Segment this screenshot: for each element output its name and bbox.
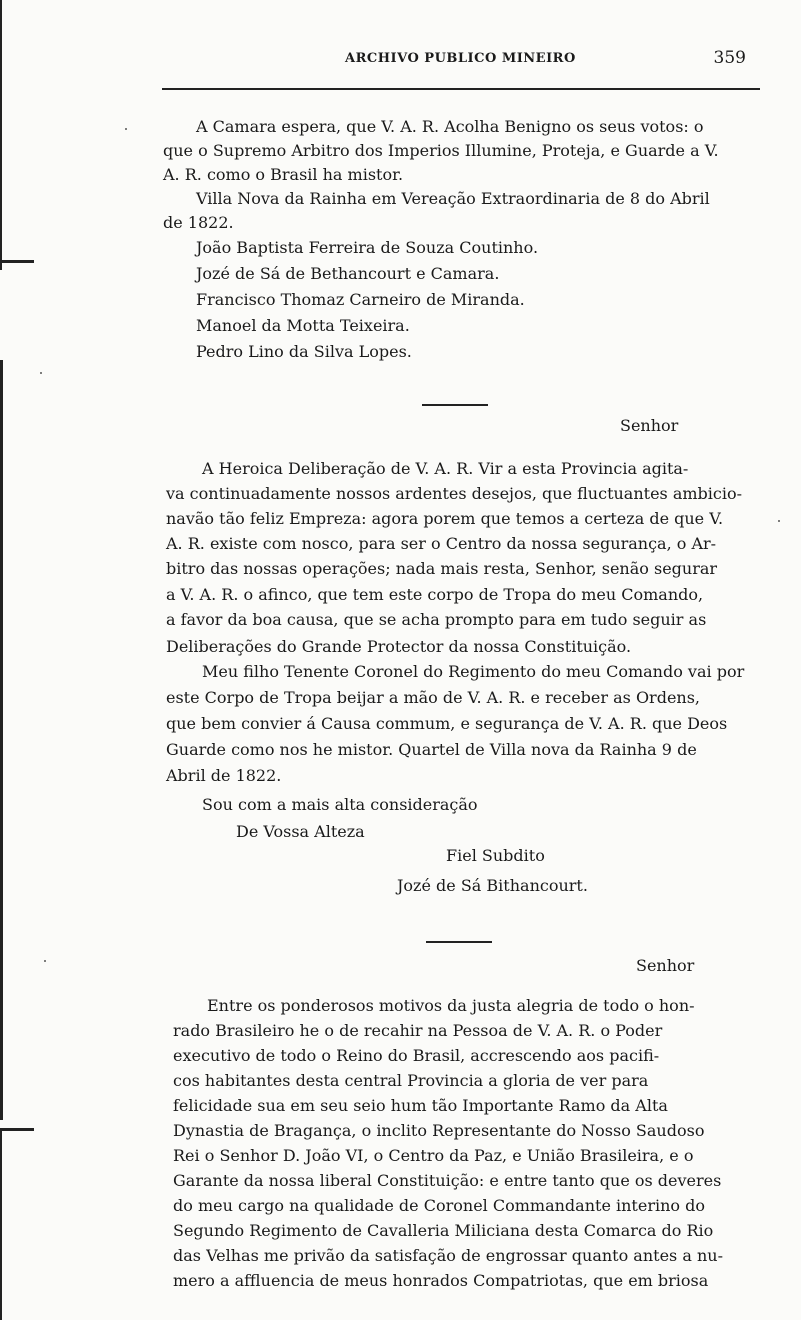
salutation: Senhor — [636, 956, 695, 975]
running-title: ARCHIVO PUBLICO MINEIRO — [345, 51, 576, 66]
text-line: a favor da boa causa, que se acha prompto para em tudo seguir as — [166, 610, 707, 629]
text-line: que o Supremo Arbitro dos Imperios Illumine, Proteja, e Guarde a V. — [163, 141, 719, 160]
page-number: 359 — [713, 48, 746, 68]
text-line: a V. A. R. o afinco, que tem este corpo de Tropa do meu Comando, — [166, 585, 704, 604]
scan-edge-line — [0, 360, 3, 1120]
text-line: das Velhas me privão da satisfação de engrossar quanto antes a nu- — [173, 1246, 723, 1265]
signatory: Jozé de Sá de Bethancourt e Camara. — [196, 264, 500, 283]
text-line: Dynastia de Bragança, o inclito Representante do Nosso Saudoso — [173, 1121, 705, 1140]
text-line: A. R. como o Brasil ha mistor. — [163, 165, 404, 184]
scan-edge-line — [0, 0, 2, 270]
scan-edge-tick — [0, 1128, 34, 1131]
scan-speck — [125, 128, 127, 130]
text-line: rado Brasileiro he o de recahir na Pessoa de V. A. R. o Poder — [173, 1021, 663, 1040]
text-line: Villa Nova da Rainha em Vereação Extraordinaria de 8 do Abril — [196, 189, 710, 208]
text-line: este Corpo de Tropa beijar a mão de V. A. R. e receber as Ordens, — [166, 688, 701, 707]
page-header — [160, 48, 760, 70]
scan-speck — [44, 960, 46, 962]
section-separator — [426, 941, 492, 943]
signoff-line: Fiel Subdito — [446, 846, 545, 865]
text-line: navão tão feliz Empreza: agora porem que temos a certeza de que V. — [166, 509, 724, 528]
text-line: Deliberações do Grande Protector da nossa Constituição. — [166, 637, 632, 656]
text-line: A Heroica Deliberação de V. A. R. Vir a esta Provincia agita- — [202, 459, 689, 478]
closing-line: Sou com a mais alta consideração — [202, 795, 478, 814]
text-line: A Camara espera, que V. A. R. Acolha Benigno os seus votos: o — [196, 117, 704, 136]
text-line: Abril de 1822. — [166, 766, 282, 785]
section-separator — [422, 404, 488, 406]
text-line: Garante da nossa liberal Constituição: e entre tanto que os deveres — [173, 1171, 722, 1190]
signatory: Francisco Thomaz Carneiro de Miranda. — [196, 290, 525, 309]
text-line: bitro das nossas operações; nada mais resta, Senhor, senão segurar — [166, 559, 718, 578]
text-line: Meu filho Tenente Coronel do Regimento do meu Comando vai por — [202, 662, 745, 681]
text-line: executivo de todo o Reino do Brasil, accrescendo aos pacifi- — [173, 1046, 660, 1065]
closing-line: De Vossa Alteza — [236, 822, 365, 841]
text-line: Rei o Senhor D. João VI, o Centro da Paz, e União Brasileira, e o — [173, 1146, 694, 1165]
scan-edge-tick — [0, 260, 34, 263]
text-line: A. R. existe com nosco, para ser o Centro da nossa segurança, o Ar- — [166, 534, 717, 553]
scan-speck — [778, 520, 780, 522]
text-line: mero a affluencia de meus honrados Compatriotas, que em briosa — [173, 1271, 709, 1290]
signatory: Manoel da Motta Teixeira. — [196, 316, 410, 335]
header-rule — [162, 88, 760, 90]
text-line: Segundo Regimento de Cavalleria Miliciana desta Comarca do Rio — [173, 1221, 714, 1240]
text-line: cos habitantes desta central Provincia a gloria de ver para — [173, 1071, 649, 1090]
signatory: João Baptista Ferreira de Souza Coutinho. — [196, 238, 539, 257]
text-line: de 1822. — [163, 213, 234, 232]
text-line: va continuadamente nossos ardentes desejos, que fluctuantes ambicio- — [166, 484, 743, 503]
text-line: Guarde como nos he mistor. Quartel de Villa nova da Rainha 9 de — [166, 740, 697, 759]
text-line: que bem convier á Causa commum, e segurança de V. A. R. que Deos — [166, 714, 728, 733]
salutation: Senhor — [620, 416, 679, 435]
signatory: Pedro Lino da Silva Lopes. — [196, 342, 412, 361]
text-line: felicidade sua em seu seio hum tão Importante Ramo da Alta — [173, 1096, 668, 1115]
text-line: do meu cargo na qualidade de Coronel Commandante interino do — [173, 1196, 705, 1215]
text-line: Entre os ponderosos motivos da justa alegria de todo o hon- — [207, 996, 695, 1015]
scan-edge-line — [0, 1128, 2, 1320]
scan-speck — [40, 372, 42, 374]
signature: Jozé de Sá Bithancourt. — [397, 876, 588, 895]
